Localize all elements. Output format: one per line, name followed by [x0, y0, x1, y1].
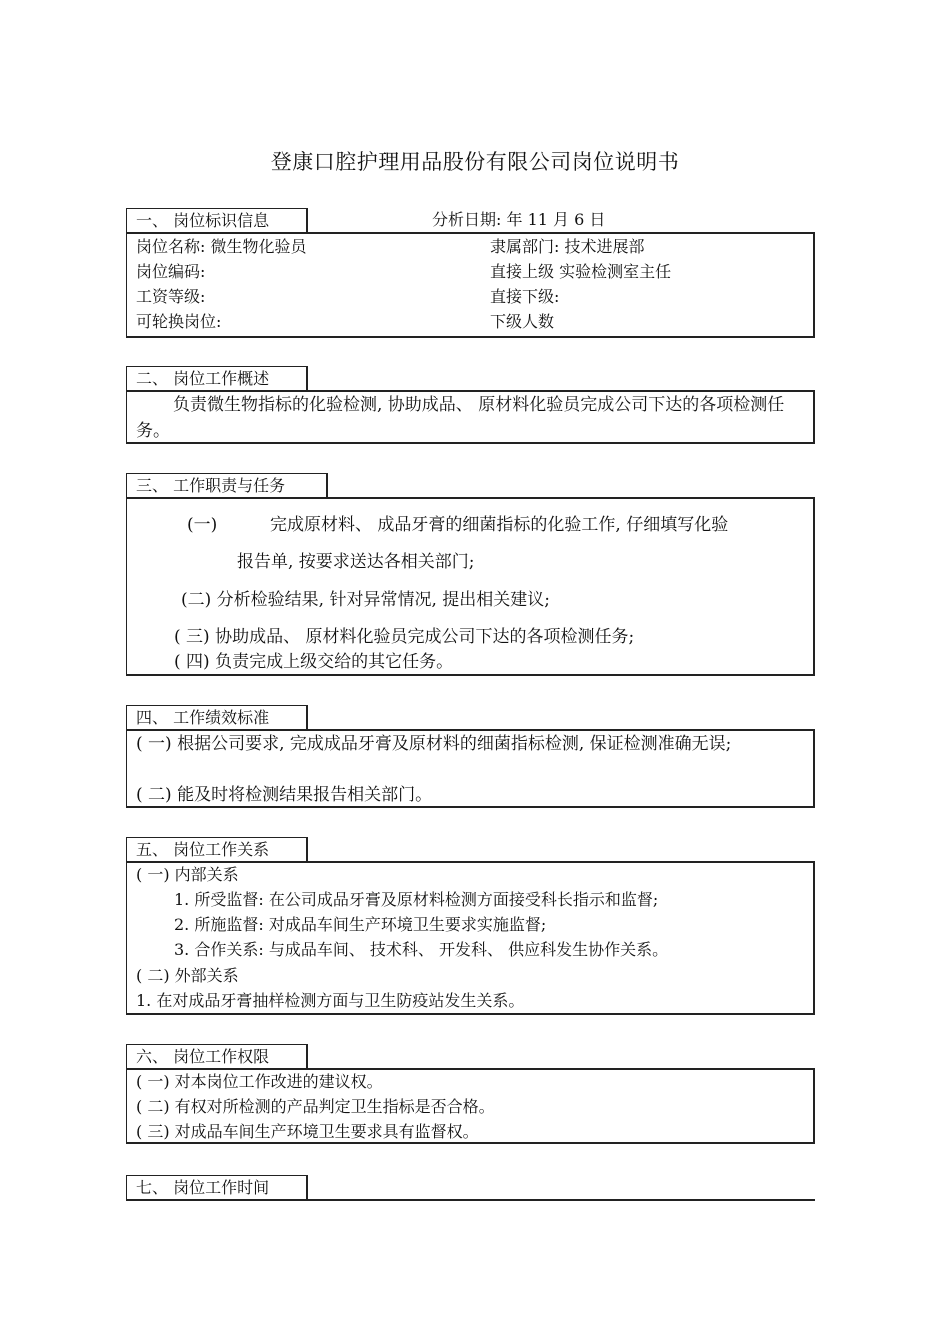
section-duties-tasks — [126, 473, 815, 676]
internal-relation-3: 3. 合作关系: 与成品车间、 技术科、 开发科、 供应科发生协作关系。 — [174, 940, 669, 959]
section-box — [126, 390, 815, 444]
position-code: 岗位编码: — [136, 262, 206, 281]
section-heading: 四、 工作绩效标准 — [126, 705, 308, 729]
standard-2: ( 二) 能及时将检测结果报告相关部门。 — [136, 785, 433, 805]
section-heading: 三、 工作职责与任务 — [126, 473, 328, 497]
analysis-date: 分析日期: 年 11 月 6 日 — [432, 210, 606, 229]
direct-superior: 直接上级 实验检测室主任 — [490, 262, 672, 281]
section-working-hours — [126, 1175, 815, 1203]
document-title: 登康口腔护理用品股份有限公司岗位说明书 — [270, 150, 680, 174]
overview-text: 负责微生物指标的化验检测, 协助成品、 原材料化验员完成公司下达的各项检测任务。 — [136, 395, 785, 441]
authority-1: ( 一) 对本岗位工作改进的建议权。 — [136, 1072, 383, 1091]
internal-relation-2: 2. 所施监督: 对成品车间生产环境卫生要求实施监督; — [174, 915, 547, 934]
duty-1-number: (一) — [187, 515, 218, 535]
duty-1-continuation: 报告单, 按要求送达各相关部门; — [237, 552, 475, 572]
duty-2: (二) 分析检验结果, 针对异常情况, 提出相关建议; — [181, 590, 551, 610]
department: 隶属部门: 技术进展部 — [490, 237, 645, 256]
position-name: 岗位名称: 微生物化验员 — [136, 237, 307, 256]
direct-subordinate: 直接下级: — [490, 287, 560, 306]
authority-2: ( 二) 有权对所检测的产品判定卫生指标是否合格。 — [136, 1097, 495, 1116]
external-relations-heading: ( 二) 外部关系 — [136, 966, 239, 985]
standard-1: ( 一) 根据公司要求, 完成成品牙膏及原材料的细菌指标检测, 保证检测准确无误; — [136, 734, 732, 754]
section-box — [126, 729, 815, 808]
section-job-authority — [126, 1044, 815, 1144]
duty-3: ( 三) 协助成品、 原材料化验员完成公司下达的各项检测任务; — [174, 627, 635, 647]
duty-1-text: 完成原材料、 成品牙膏的细菌指标的化验工作, 仔细填写化验 — [270, 515, 729, 535]
section-heading: 一、 岗位标识信息 — [126, 208, 308, 232]
subordinate-count: 下级人数 — [490, 312, 555, 331]
section-box — [126, 1199, 815, 1201]
section-box — [126, 497, 815, 676]
section-performance-standards — [126, 705, 815, 808]
section-heading: 六、 岗位工作权限 — [126, 1044, 308, 1068]
internal-relations-heading: ( 一) 内部关系 — [136, 865, 239, 884]
section-heading: 二、 岗位工作概述 — [126, 366, 308, 390]
authority-3: ( 三) 对成品车间生产环境卫生要求具有监督权。 — [136, 1122, 479, 1141]
section-heading: 七、 岗位工作时间 — [126, 1175, 308, 1199]
rotatable-position: 可轮换岗位: — [136, 312, 222, 331]
section-box — [126, 1068, 815, 1144]
section-job-overview — [126, 366, 815, 444]
internal-relation-1: 1. 所受监督: 在公司成品牙膏及原材料检测方面接受科长指示和监督; — [174, 890, 659, 909]
section-position-identification — [126, 208, 815, 338]
external-relation-1: 1. 在对成品牙膏抽样检测方面与卫生防疫站发生关系。 — [136, 991, 525, 1010]
section-heading: 五、 岗位工作关系 — [126, 837, 308, 861]
section-work-relationships — [126, 837, 815, 1015]
duty-4: ( 四) 负责完成上级交给的其它任务。 — [174, 652, 454, 672]
section-box — [126, 861, 815, 1015]
wage-grade: 工资等级: — [136, 287, 206, 306]
section-box — [126, 232, 815, 338]
